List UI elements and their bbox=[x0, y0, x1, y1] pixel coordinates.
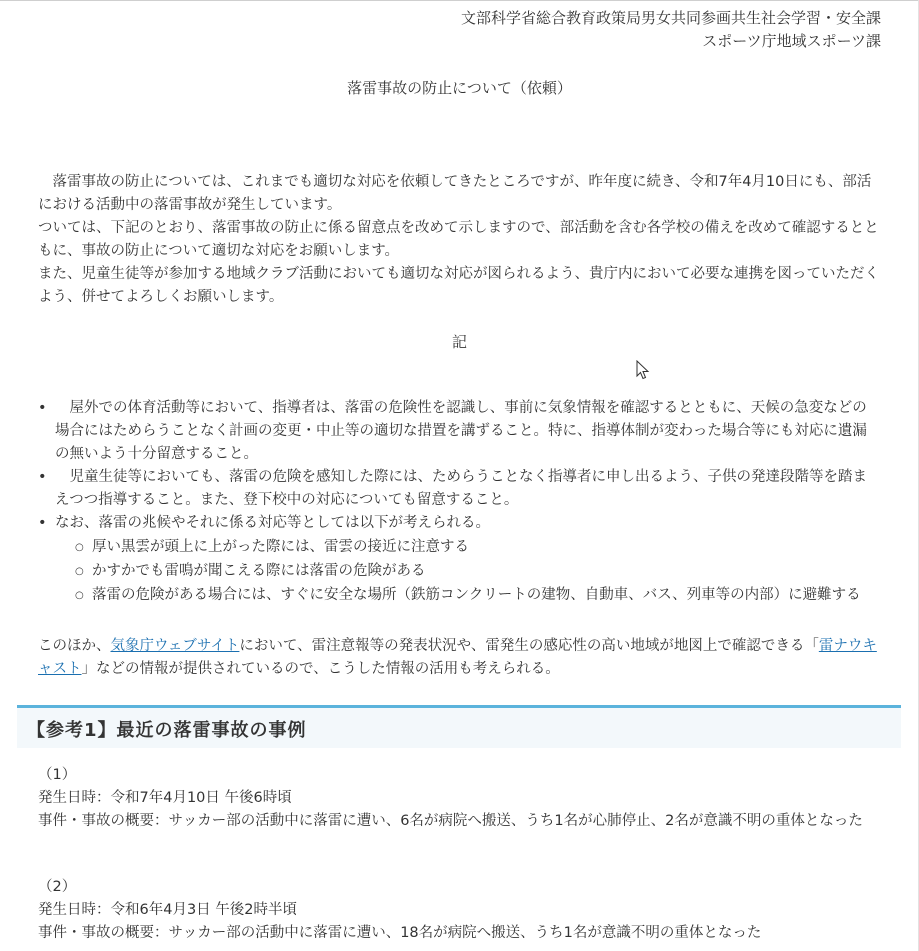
sub-item-3: ○ 落雷の危険がある場合には、すぐに安全な場所（鉄筋コンクリートの建物、自動車、バス、列車等の内部）に避難する bbox=[55, 584, 881, 607]
intro-paragraph-2: ついては、下記のとおり、落雷事故の防止に係る留意点を改めて示しますので、部活動を含む各学校の備えを改めて確認するとともに、事故の防止について適切な対応をお願いします。 bbox=[38, 220, 879, 259]
case-2-date: 発生日時：令和6年4月3日 午後2時半頃 bbox=[38, 902, 298, 918]
case-1-summary: 事件・事故の概要：サッカー部の活動中に落雷に遭い、6名が病院へ搬送、うち1名が心肺停止、2名が意識不明の重体となった bbox=[38, 813, 863, 829]
case-1-date: 発生日時：令和7年4月10日 午後6時頃 bbox=[38, 790, 292, 806]
notes-list bbox=[38, 397, 881, 607]
reference-heading: 【参考1】最近の落雷事故の事例 bbox=[27, 720, 307, 741]
closing-middle: において、雷注意報等の発表状況や、雷発生の感応性の高い地域が地図上で確認できる「 bbox=[239, 638, 819, 654]
case-2 bbox=[38, 876, 881, 945]
case-1-number: （1） bbox=[38, 767, 77, 783]
note-item-2: • 児童生徒等においても、落雷の危険を感知した際には、ためらうことなく指導者に申し出るよう、子供の発達段階等を踏まえつつ指導すること。また、登下校中の対応についても留意すること。 bbox=[38, 466, 881, 512]
note-item-1: • 屋外での体育活動等において、指導者は、落雷の危険性を認識し、事前に気象情報を確認するとともに、天候の急変などの場合にはためらうことなく計画の変更・中止等の適切な措置を講ずること。特に、指導体制が変わった場合等にも対応に遺漏の無いよう十分留意すること。 bbox=[38, 397, 881, 466]
note-item-3-text: なお、落雷の兆候やそれに係る対応等としては以下が考えられる。 bbox=[55, 515, 490, 531]
sender-line-2: スポーツ庁地域スポーツ課 bbox=[702, 32, 881, 50]
intro-paragraph-3: また、児童生徒等が参加する地域クラブ活動においても適切な対応が図られるよう、貴庁内において必要な連携を図っていただくよう、併せてよろしくお願いします。 bbox=[38, 266, 879, 305]
case-2-summary: 事件・事故の概要：サッカー部の活動中に落雷に遭い、18名が病院へ搬送、うち1名が意識不明の重体となった bbox=[38, 925, 762, 941]
closing-suffix: 」などの情報が提供されているので、こうした情報の活用も考えられる。 bbox=[81, 661, 560, 677]
sub-list bbox=[55, 536, 881, 607]
lightning-nowcast-link[interactable]: 雷ナウキャスト bbox=[38, 638, 877, 677]
sender-block bbox=[461, 7, 881, 53]
intro-text bbox=[38, 171, 881, 309]
note-item-3 bbox=[38, 512, 881, 607]
mouse-cursor-icon bbox=[636, 360, 650, 380]
ki-label: 記 bbox=[451, 333, 467, 351]
jma-website-link[interactable]: 気象庁ウェブサイト bbox=[110, 638, 240, 654]
case-2-number: （2） bbox=[38, 879, 77, 895]
reference-heading-box bbox=[17, 705, 901, 748]
closing-paragraph bbox=[38, 635, 881, 681]
closing-prefix: このほか、 bbox=[38, 638, 111, 654]
top-divider bbox=[0, 0, 919, 1]
sender-line-1: 文部科学省総合教育政策局男女共同参画共生社会学習・安全課 bbox=[460, 9, 881, 27]
case-1 bbox=[38, 764, 881, 833]
intro-paragraph-1: 落雷事故の防止については、これまでも適切な対応を依頼してきたところですが、昨年度に続き、令和7年4月10日にも、部活における活動中の落雷事故が発生しています。 bbox=[38, 174, 872, 213]
sub-item-1: ○ 厚い黒雲が頭上に上がった際には、雷雲の接近に注意する bbox=[55, 536, 881, 559]
document-title: 落雷事故の防止について（依頼） bbox=[347, 79, 572, 97]
sub-item-2: ○ かすかでも雷鳴が聞こえる際には落雷の危険がある bbox=[55, 560, 881, 583]
